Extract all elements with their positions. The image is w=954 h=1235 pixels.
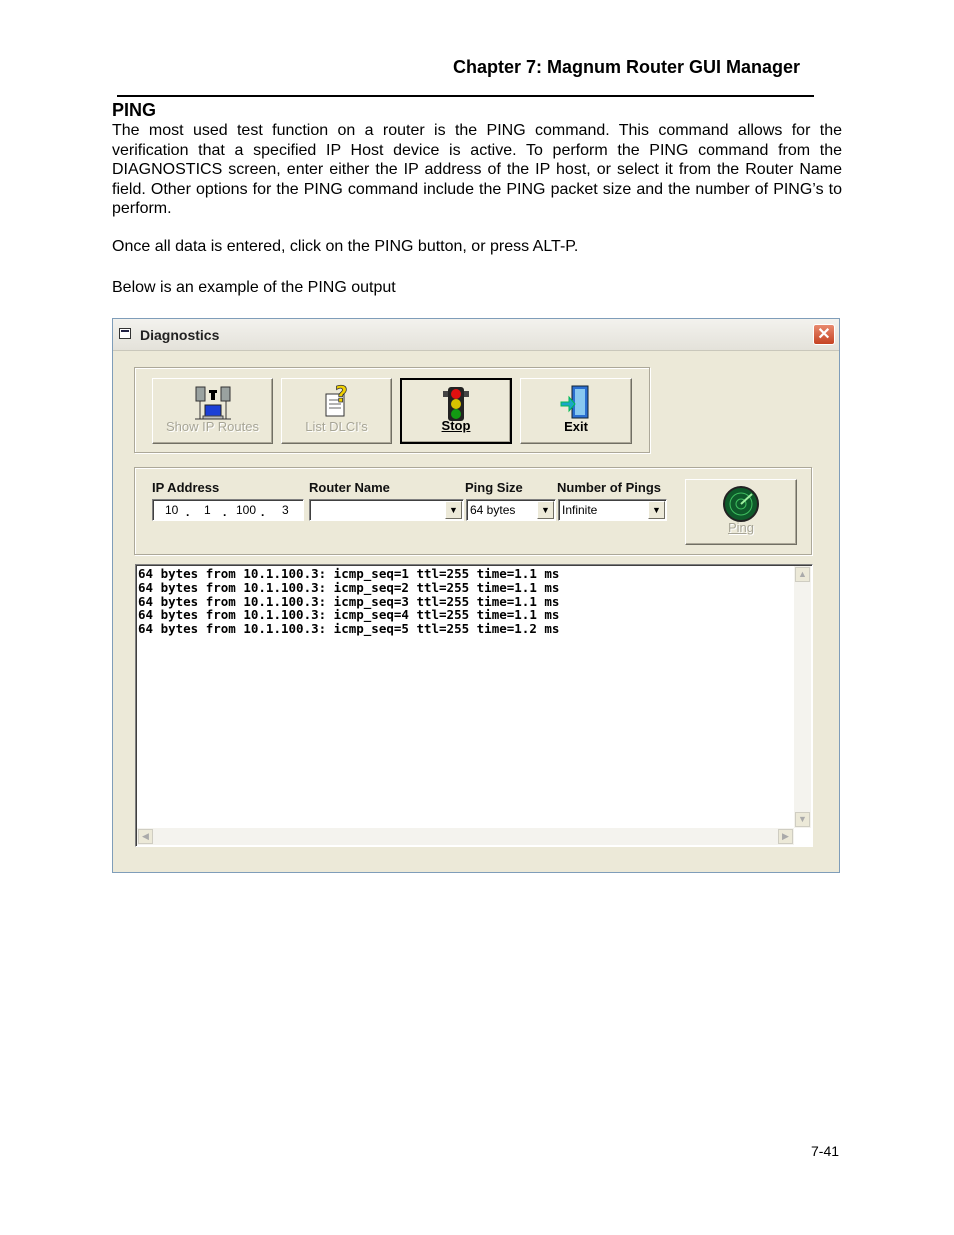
output-line: 64 bytes from 10.1.100.3: icmp_seq=2 ttl=255 time=1.1 ms — [138, 579, 560, 595]
stop-button[interactable] — [400, 378, 512, 444]
ping-size-select[interactable] — [466, 499, 556, 521]
router-name-label: Router Name — [309, 480, 390, 495]
number-of-pings-value: Infinite — [562, 503, 598, 517]
diagnostics-window — [112, 318, 840, 873]
chevron-down-icon[interactable]: ▼ — [537, 501, 554, 519]
scroll-down-icon[interactable]: ▼ — [795, 812, 810, 827]
chevron-down-icon[interactable]: ▼ — [648, 501, 665, 519]
close-button[interactable]: ✕ — [813, 324, 835, 345]
ping-output-lines — [138, 567, 559, 636]
ip-octet-4: 3 — [282, 503, 289, 517]
scroll-up-icon[interactable]: ▲ — [795, 567, 810, 582]
ping-label: Ping — [727, 520, 755, 535]
ip-octet-3: 100 — [236, 503, 257, 517]
ping-size-value: 64 bytes — [470, 503, 516, 517]
title-bar[interactable] — [113, 319, 839, 351]
ping-button[interactable] — [685, 479, 797, 545]
stop-label: Stop — [441, 418, 471, 433]
vertical-scrollbar[interactable] — [794, 566, 811, 828]
svg-text:?: ? — [334, 384, 348, 408]
number-of-pings-select[interactable] — [558, 499, 667, 521]
output-line: 64 bytes from 10.1.100.3: icmp_seq=4 ttl=255 time=1.1 ms — [138, 607, 560, 623]
exit-label: Exit — [564, 419, 588, 434]
ip-octet-2: 1 — [204, 503, 211, 517]
ip-octet-1: 10 — [165, 503, 179, 517]
output-line: 64 bytes from 10.1.100.3: icmp_seq=5 ttl=255 time=1.2 ms — [138, 621, 560, 637]
section-title: PING — [112, 100, 157, 120]
ping-size-label: Ping Size — [465, 480, 523, 495]
horizontal-scrollbar[interactable] — [137, 828, 794, 845]
network-icon — [193, 384, 233, 422]
output-line: 64 bytes from 10.1.100.3: icmp_seq=3 ttl=255 time=1.1 ms — [138, 593, 560, 609]
ip-address-field[interactable] — [152, 499, 304, 521]
scroll-right-icon[interactable]: ▶ — [778, 829, 793, 844]
help-document-icon — [321, 384, 353, 420]
output-line: 64 bytes from 10.1.100.3: icmp_seq=1 ttl=255 time=1.1 ms — [138, 566, 560, 581]
ip-address-label: IP Address — [152, 480, 220, 495]
ip-dot: . — [223, 505, 227, 519]
chevron-down-icon[interactable]: ▼ — [445, 501, 462, 519]
exit-button[interactable] — [520, 378, 632, 444]
ip-dot: . — [261, 505, 265, 519]
ip-dot: . — [186, 505, 190, 519]
exit-door-icon — [558, 384, 594, 422]
header-rule — [117, 95, 814, 97]
list-dlcis-label: List DLCI's — [305, 419, 368, 434]
show-ip-routes-label: Show IP Routes — [166, 419, 259, 434]
radar-icon — [722, 485, 760, 523]
scroll-left-icon[interactable]: ◀ — [138, 829, 153, 844]
router-name-select[interactable] — [309, 499, 464, 521]
list-dlcis-button[interactable] — [281, 378, 392, 444]
show-ip-routes-button[interactable] — [152, 378, 273, 444]
instruction-paragraph: Once all data is entered, click on the PING button, or press ALT-P. — [112, 238, 579, 255]
page-number: 7-41 — [811, 1143, 840, 1159]
window-icon — [119, 328, 131, 339]
ping-output-textarea[interactable] — [135, 564, 813, 847]
window-title: Diagnostics — [140, 327, 220, 343]
example-caption: Below is an example of the PING output — [112, 279, 396, 296]
intro-paragraph: The most used test function on a router is the PING command. This command allows for the verification that a specified IP Host device is active. To perform the PING command from the DIAGNOSTICS screen, enter either the IP address of the IP host, or select it from the Router Name field. Other options for the PING command include the PING packet size and the number of PING’s to perform. — [112, 122, 842, 218]
number-of-pings-label: Number of Pings — [557, 480, 662, 495]
chapter-header: Chapter 7: Magnum Router GUI Manager — [453, 57, 801, 77]
